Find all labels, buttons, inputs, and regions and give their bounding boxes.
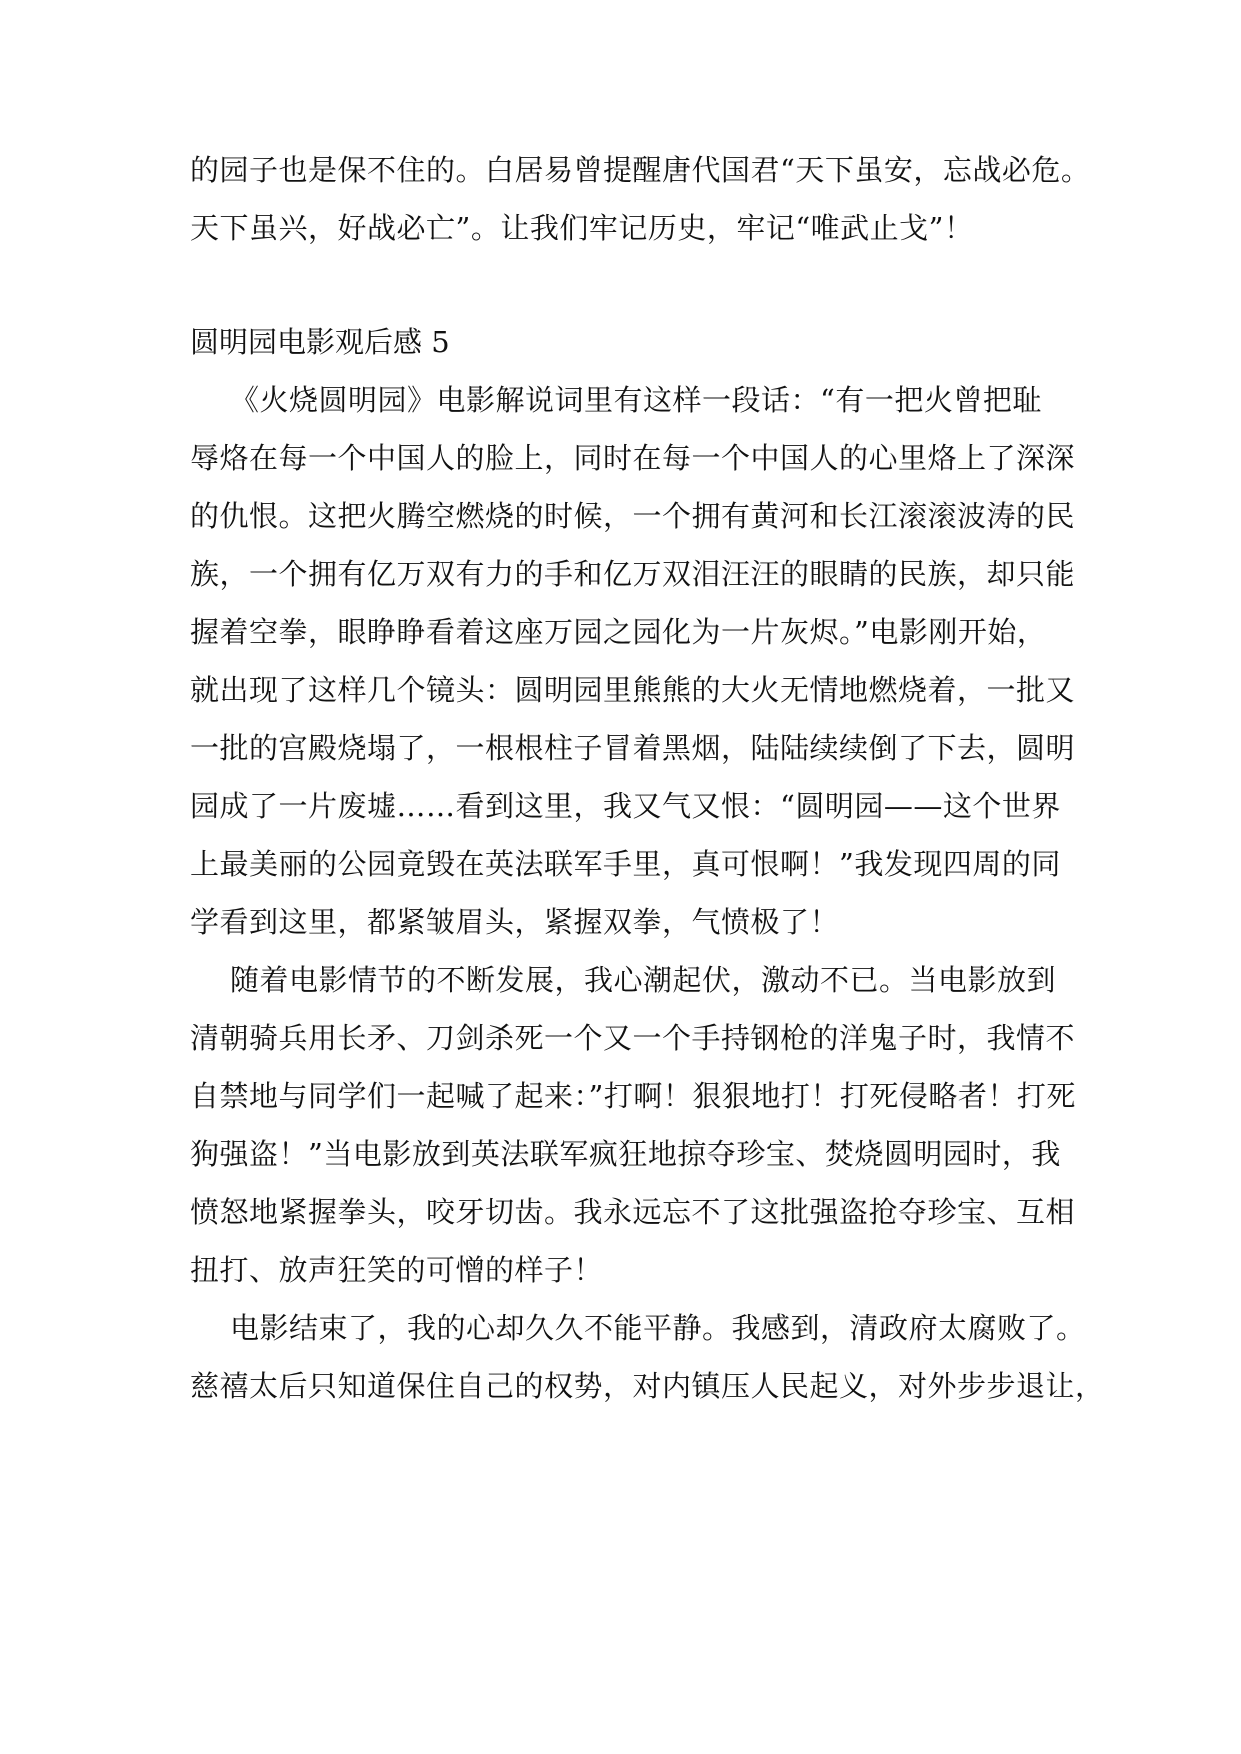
paragraph1-line-3: 的仇恨。这把火腾空燃烧的时候，一个拥有黄河和长江滚滚波涛的民 bbox=[190, 499, 1076, 533]
paragraph1-line-5: 握着空拳，眼睁睁看着这座万园之园化为一片灰烬。”电影刚开始， bbox=[190, 615, 1047, 649]
paragraph3-line-1: 电影结束了，我的心却久久不能平静。我感到，清政府太腐败了。 bbox=[230, 1311, 1086, 1345]
paragraph2-line-4: 狗强盗！”当电影放到英法联军疯狂地掠夺珍宝、焚烧圆明园时，我 bbox=[190, 1137, 1061, 1171]
paragraph2-line-3: 自禁地与同学们一起喊了起来：”打啊！狠狠地打！打死侵略者！打死 bbox=[190, 1079, 1076, 1113]
paragraph1-line-10: 学看到这里，都紧皱眉头，紧握双拳，气愤极了！ bbox=[190, 905, 840, 939]
paragraph1-line-1: 《火烧圆明园》电影解说词里有这样一段话：“有一把火曾把耻 bbox=[230, 383, 1042, 417]
paragraph2-line-2: 清朝骑兵用长矛、刀剑杀死一个又一个手持钢枪的洋鬼子时，我情不 bbox=[190, 1021, 1076, 1055]
paragraph1-line-2: 辱烙在每一个中国人的脸上，同时在每一个中国人的心里烙上了深深 bbox=[190, 441, 1076, 475]
intro-line-1: 的园子也是保不住的。白居易曾提醒唐代国君“天下虽安，忘战必危。 bbox=[190, 153, 1091, 187]
paragraph2-line-1: 随着电影情节的不断发展，我心潮起伏，激动不已。当电影放到 bbox=[230, 963, 1057, 997]
intro-line-2: 天下虽兴，好战必亡”。让我们牢记历史，牢记“唯武止戈”！ bbox=[190, 211, 974, 245]
section-title: 圆明园电影观后感 5 bbox=[190, 325, 450, 359]
paragraph1-line-4: 族，一个拥有亿万双有力的手和亿万双泪汪汪的眼睛的民族，却只能 bbox=[190, 557, 1076, 591]
paragraph3-line-2: 慈禧太后只知道保住自己的权势，对内镇压人民起义，对外步步退让， bbox=[190, 1369, 1105, 1403]
paragraph1-line-7: 一批的宫殿烧塌了，一根根柱子冒着黑烟，陆陆续续倒了下去，圆明 bbox=[190, 731, 1076, 765]
paragraph2-line-6: 扭打、放声狂笑的可憎的样子！ bbox=[190, 1253, 604, 1287]
paragraph1-line-6: 就出现了这样几个镜头：圆明园里熊熊的大火无情地燃烧着，一批又 bbox=[190, 673, 1076, 707]
paragraph1-line-8: 园成了一片废墟……看到这里，我又气又恨：“圆明园——这个世界 bbox=[190, 789, 1061, 823]
paragraph2-line-5: 愤怒地紧握拳头，咬牙切齿。我永远忘不了这批强盗抢夺珍宝、互相 bbox=[190, 1195, 1076, 1229]
paragraph1-line-9: 上最美丽的公园竟毁在英法联军手里，真可恨啊！”我发现四周的同 bbox=[190, 847, 1061, 881]
